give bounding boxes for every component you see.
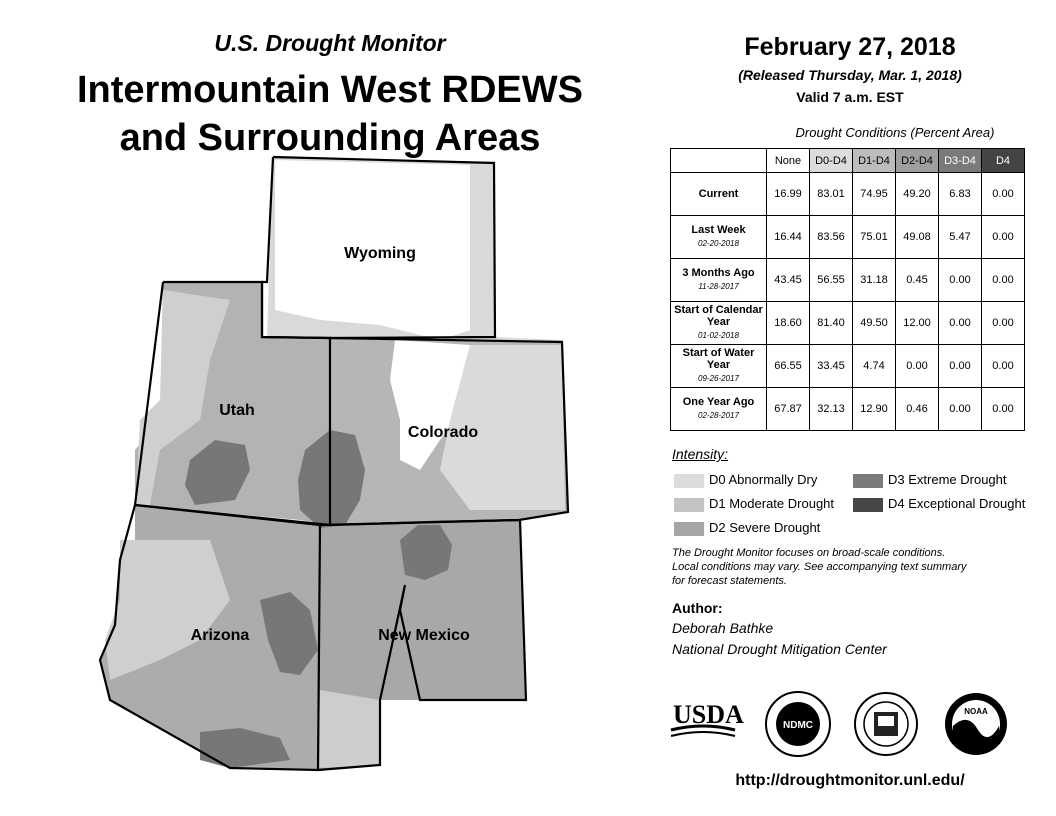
- release-date: (Released Thursday, Mar. 1, 2018): [738, 67, 962, 83]
- noaa-logo-text: NOAA: [964, 707, 988, 716]
- table-row: [671, 388, 1025, 431]
- table-cell: 6.83: [939, 173, 982, 216]
- legend-label-d1: D1 Moderate Drought: [709, 496, 835, 511]
- logo-row: [668, 690, 1038, 760]
- table-cell: 0.00: [982, 216, 1025, 259]
- usda-logo-text: USDA: [673, 700, 744, 729]
- ndmc-logo: [766, 692, 830, 756]
- table-cell: 0.00: [982, 302, 1025, 345]
- table-cell: 18.60: [767, 302, 810, 345]
- table-cell: 56.55: [810, 259, 853, 302]
- row-label: [671, 216, 767, 259]
- table-cell: 4.74: [853, 345, 896, 388]
- ndmc-logo-text: NDMC: [783, 720, 813, 731]
- row-label-text: Start of Calendar Year: [674, 304, 763, 328]
- legend-label-d0: D0 Abnormally Dry: [709, 472, 818, 487]
- legend-swatch-d0: [673, 473, 705, 489]
- row-label-text: Current: [698, 188, 739, 200]
- table-cell: 0.00: [939, 302, 982, 345]
- table-cell: 33.45: [810, 345, 853, 388]
- row-label-text: One Year Ago: [682, 396, 755, 408]
- note-line: for forecast statements.: [672, 575, 787, 587]
- row-date: 01-02-2018: [698, 331, 739, 340]
- author-name: Deborah Bathke: [672, 620, 774, 636]
- table-cell: 12.00: [896, 302, 939, 345]
- table-cell: 0.00: [982, 345, 1025, 388]
- note-line: Local conditions may vary. See accompanying text summary: [672, 561, 967, 573]
- report-date: February 27, 2018: [744, 33, 956, 61]
- table-cell: 75.01: [853, 216, 896, 259]
- table-cell: 0.00: [939, 388, 982, 431]
- legend-label-d4: D4 Exceptional Drought: [888, 496, 1026, 511]
- col-header-d3-d4: D3-D4: [939, 149, 982, 173]
- table-cell: 66.55: [767, 345, 810, 388]
- legend-swatch-d3: [852, 473, 884, 489]
- table-row: [671, 173, 1025, 216]
- state-label-wyoming: Wyoming: [344, 245, 416, 262]
- table-cell: 74.95: [853, 173, 896, 216]
- table-cell: 0.00: [896, 345, 939, 388]
- table-cell: 0.00: [982, 388, 1025, 431]
- legend-swatch-d2: [673, 521, 705, 537]
- table-cell: 0.00: [939, 259, 982, 302]
- title-line-2: and Surrounding Areas: [119, 117, 541, 159]
- table-row: [671, 216, 1025, 259]
- table-cell: 49.50: [853, 302, 896, 345]
- table-cell: 49.20: [896, 173, 939, 216]
- usda-logo: [671, 700, 744, 736]
- legend-label-d3: D3 Extreme Drought: [888, 472, 1007, 487]
- legend-swatch-d1: [673, 497, 705, 513]
- drought-table: [670, 148, 1025, 431]
- table-cell: 31.18: [853, 259, 896, 302]
- valid-time: Valid 7 a.m. EST: [796, 89, 904, 105]
- disclaimer-note: [672, 546, 1032, 588]
- table-cell: 83.56: [810, 216, 853, 259]
- state-label-arizona: Arizona: [190, 627, 250, 644]
- row-label-text: 3 Months Ago: [682, 267, 755, 279]
- row-label: [671, 259, 767, 302]
- website-link[interactable]: http://droughtmonitor.unl.edu/: [735, 772, 965, 789]
- table-row: [671, 345, 1025, 388]
- row-date: 09-26-2017: [698, 374, 739, 383]
- row-label: [671, 345, 767, 388]
- legend-label-d2: D2 Severe Drought: [709, 520, 821, 535]
- table-cell: 49.08: [896, 216, 939, 259]
- table-caption: Drought Conditions (Percent Area): [795, 125, 995, 140]
- noaa-logo: [945, 693, 1007, 755]
- table-row: [671, 302, 1025, 345]
- commerce-seal: [855, 693, 917, 755]
- title-line-1: Intermountain West RDEWS: [77, 69, 583, 111]
- table-cell: 0.00: [982, 173, 1025, 216]
- legend-title: Intensity:: [672, 446, 729, 462]
- row-label: [671, 173, 767, 216]
- row-date: 11-28-2017: [698, 282, 739, 291]
- col-header-d2-d4: D2-D4: [896, 149, 939, 173]
- row-label: [671, 388, 767, 431]
- col-header-d4: D4: [982, 149, 1025, 173]
- supertitle: U.S. Drought Monitor: [214, 30, 446, 56]
- author-heading: Author:: [672, 600, 723, 616]
- table-cell: 16.99: [767, 173, 810, 216]
- row-label-text: Last Week: [691, 224, 746, 236]
- table-row: [671, 259, 1025, 302]
- table-corner: [671, 149, 767, 173]
- table-cell: 0.00: [982, 259, 1025, 302]
- table-cell: 0.00: [939, 345, 982, 388]
- table-cell: 32.13: [810, 388, 853, 431]
- table-cell: 83.01: [810, 173, 853, 216]
- col-header-none: None: [767, 149, 810, 173]
- new-mexico-d1-south: [318, 690, 380, 768]
- table-cell: 0.45: [896, 259, 939, 302]
- table-cell: 67.87: [767, 388, 810, 431]
- col-header-d1-d4: D1-D4: [853, 149, 896, 173]
- row-date: 02-28-2017: [698, 411, 739, 420]
- legend-swatch-d4: [852, 497, 884, 513]
- table-cell: 0.46: [896, 388, 939, 431]
- row-date: 02-20-2018: [698, 239, 739, 248]
- row-label-text: Start of Water Year: [682, 347, 755, 371]
- state-label-colorado: Colorado: [407, 424, 479, 441]
- table-cell: 81.40: [810, 302, 853, 345]
- row-label: [671, 302, 767, 345]
- note-line: The Drought Monitor focuses on broad-scale conditions.: [672, 547, 946, 559]
- state-label-new-mexico: New Mexico: [378, 627, 470, 644]
- col-header-d0-d4: D0-D4: [810, 149, 853, 173]
- table-cell: 16.44: [767, 216, 810, 259]
- table-cell: 5.47: [939, 216, 982, 259]
- table-cell: 12.90: [853, 388, 896, 431]
- table-cell: 43.45: [767, 259, 810, 302]
- state-label-utah: Utah: [219, 402, 255, 419]
- author-org: National Drought Mitigation Center: [672, 641, 887, 657]
